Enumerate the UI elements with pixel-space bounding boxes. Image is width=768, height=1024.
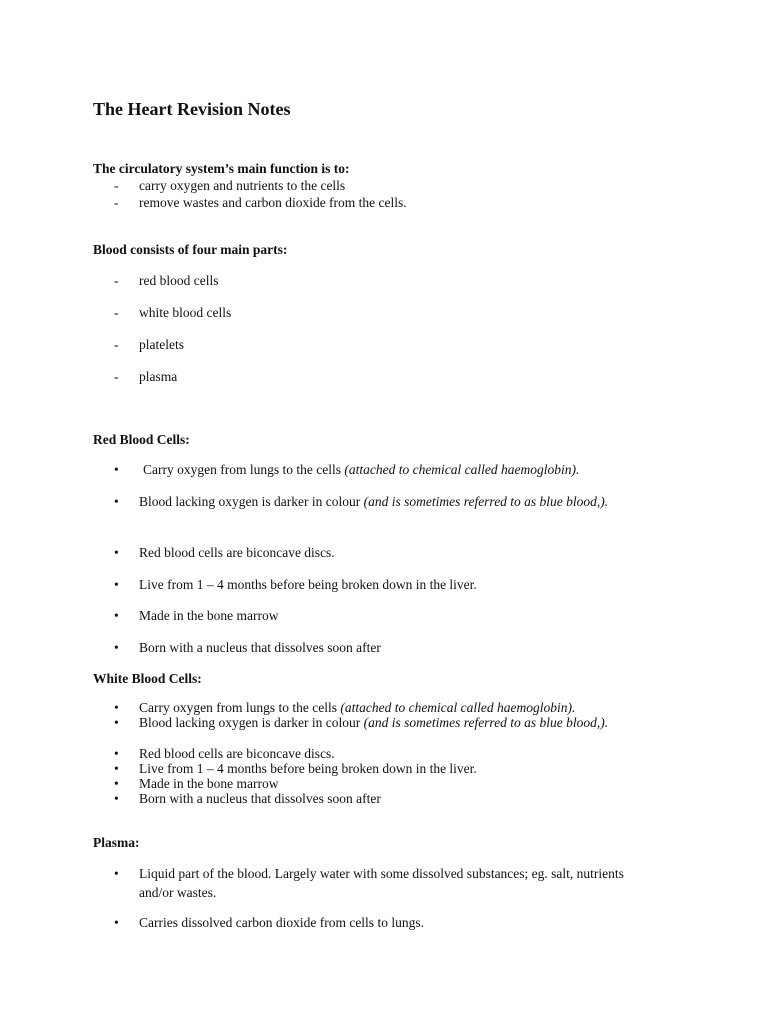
red-cells-item-text: Blood lacking oxygen is darker in colour (and is sometimes referred to as blue blood,). xyxy=(139,494,609,509)
plasma-item-text: Carries dissolved carbon dioxide from cells to lungs. xyxy=(139,915,424,930)
plasma-item-text: Liquid part of the blood. Largely water with some dissolved substances; eg. salt, nutrients and/or wastes. xyxy=(139,866,624,900)
red-cells-item-text: Carry oxygen from lungs to the cells (attached to chemical called haemoglobin). xyxy=(143,462,580,477)
white-cells-heading: White Blood Cells: xyxy=(93,671,202,686)
bullet-marker: • xyxy=(114,866,119,881)
page-title: The Heart Revision Notes xyxy=(93,99,291,119)
white-cells-item-text: Carry oxygen from lungs to the cells (attached to chemical called haemoglobin). xyxy=(139,700,576,715)
white-cells-item-text: Live from 1 – 4 months before being broken down in the liver. xyxy=(139,761,477,776)
bullet-marker: • xyxy=(114,776,119,791)
white-cells-item-text: Blood lacking oxygen is darker in colour (and is sometimes referred to as blue blood,). xyxy=(139,715,609,730)
blood-item-text: platelets xyxy=(139,337,184,352)
blood-item-text: white blood cells xyxy=(139,305,232,320)
blood-heading: Blood consists of four main parts: xyxy=(93,242,288,257)
bullet-marker: • xyxy=(114,462,119,477)
bullet-marker: • xyxy=(114,640,119,655)
red-cells-item-text: Born with a nucleus that dissolves soon after xyxy=(139,640,381,655)
function-item-text: carry oxygen and nutrients to the cells xyxy=(139,178,346,193)
white-cells-item-text: Born with a nucleus that dissolves soon after xyxy=(139,791,381,806)
red-cells-item-text: Red blood cells are biconcave discs. xyxy=(139,545,335,560)
function-heading: The circulatory system’s main function is to: xyxy=(93,161,350,176)
function-item-text: remove wastes and carbon dioxide from the cells. xyxy=(139,195,407,210)
blood-item-text: red blood cells xyxy=(139,273,219,288)
dash-marker: - xyxy=(114,195,119,210)
dash-marker: - xyxy=(114,369,119,384)
bullet-marker: • xyxy=(114,577,119,592)
red-cells-item-text: Made in the bone marrow xyxy=(139,608,279,623)
bullet-marker: • xyxy=(114,494,119,509)
dash-marker: - xyxy=(114,337,119,352)
plasma-heading: Plasma: xyxy=(93,835,140,850)
bullet-marker: • xyxy=(114,700,119,715)
dash-marker: - xyxy=(114,273,119,288)
bullet-marker: • xyxy=(114,715,119,730)
dash-marker: - xyxy=(114,178,119,193)
bullet-marker: • xyxy=(114,761,119,776)
bullet-marker: • xyxy=(114,545,119,560)
bullet-marker: • xyxy=(114,608,119,623)
bullet-marker: • xyxy=(114,915,119,930)
red-cells-heading: Red Blood Cells: xyxy=(93,432,190,447)
bullet-marker: • xyxy=(114,746,119,761)
dash-marker: - xyxy=(114,305,119,320)
white-cells-item-text: Red blood cells are biconcave discs. xyxy=(139,746,335,761)
white-cells-item-text: Made in the bone marrow xyxy=(139,776,279,791)
red-cells-item-text: Live from 1 – 4 months before being broken down in the liver. xyxy=(139,577,477,592)
bullet-marker: • xyxy=(114,791,119,806)
blood-item-text: plasma xyxy=(139,369,178,384)
